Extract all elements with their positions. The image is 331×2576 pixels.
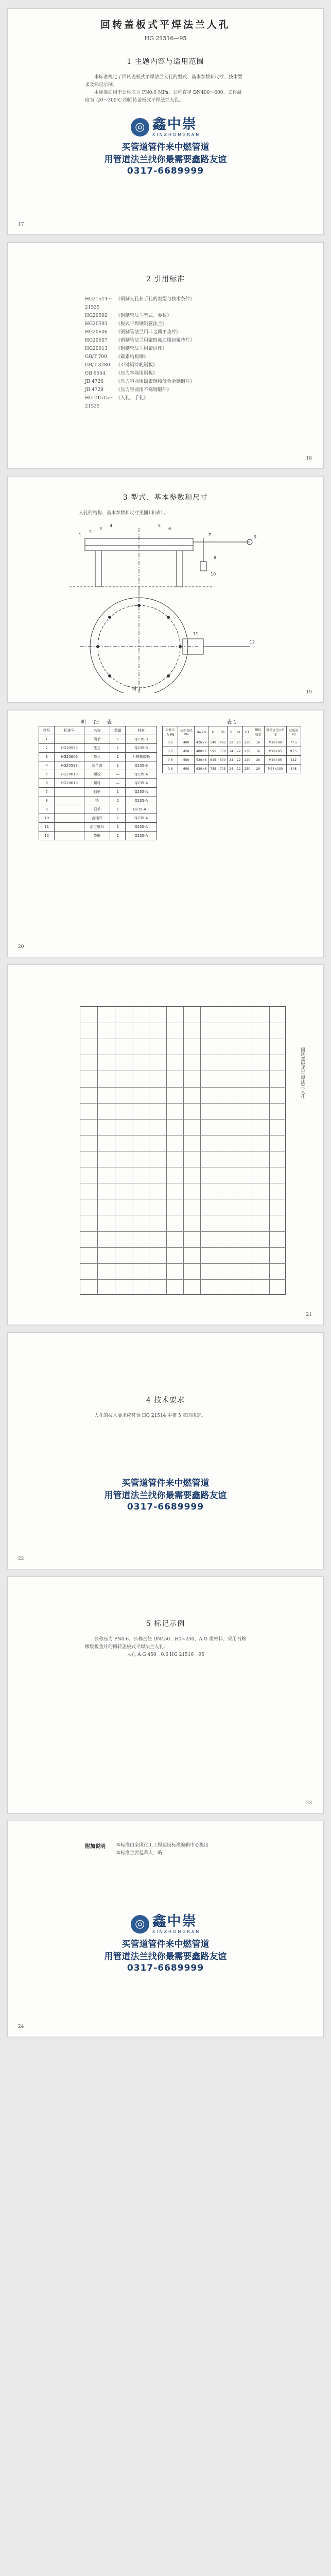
- watermark-ad: [8, 1477, 323, 1512]
- table-grid-line: [80, 1087, 286, 1088]
- watermark-ad: [8, 117, 323, 176]
- part-label: 7: [208, 533, 212, 537]
- ad-line-2: 用管道法兰找你最需要鑫路友谊: [104, 155, 227, 165]
- rotated-table-title: 回转盖板式平焊法兰人孔: [300, 1047, 305, 1098]
- page-7: [7, 1577, 324, 1814]
- table-row: 1 筒节 1 Q235-B: [39, 735, 157, 744]
- part-label: 3: [99, 527, 102, 531]
- brand-name-en: XINZHONGRAN: [152, 132, 201, 137]
- watermark-ad: [8, 1914, 323, 1973]
- figure-caption-text: 人孔的结构、基本参数和尺寸见图1和表1。: [79, 511, 168, 516]
- part-label: 4: [110, 523, 113, 528]
- section-title-5: 5 标记示例: [146, 1620, 185, 1628]
- ad-line-1: 买管道管件来中燃管道: [121, 1939, 210, 1950]
- table-row: 10 盖轴耳 1 Q235-A: [39, 814, 157, 823]
- table-grid-line: [80, 1103, 286, 1104]
- brand-logo-icon: ◎: [131, 118, 149, 137]
- ad-phone: 0317-6689999: [127, 166, 204, 176]
- table-grid-line: [80, 1263, 286, 1264]
- table-grid-line: [80, 1231, 286, 1232]
- ad-line-2: 用管道法兰找你最需要鑫路友谊: [104, 1490, 227, 1501]
- part-label: 12: [250, 640, 255, 645]
- dimensions-table: [162, 726, 301, 773]
- table-row: 9 把手 1 Q235-A·F: [39, 805, 157, 814]
- standard-item: HG20607 《钢制管法兰用聚四氟乙烯包覆垫片》: [85, 338, 195, 343]
- standard-item: HG21514～21535 《钢制人孔和手孔的类型与技术条件》: [85, 297, 195, 310]
- table-header-row: 件号 标准号 名称 数量 材料: [39, 726, 157, 735]
- page-6: [7, 1332, 324, 1569]
- notes-heading: 附加说明: [85, 1844, 106, 1850]
- table-row: 4 HG20593 法兰盖 1 Q235-B: [39, 761, 157, 770]
- section-title-2: 2 引用标准: [146, 275, 185, 283]
- figure-label: 图 1: [131, 686, 142, 692]
- part-label: 11: [193, 632, 199, 636]
- page-1: [7, 8, 324, 235]
- standard-item: GB/T 3280 《不锈钢冷轧钢板》: [85, 363, 158, 368]
- part-label: 5: [158, 523, 161, 528]
- standard-item: HG20592 《钢制管法兰型式、参数》: [85, 313, 172, 318]
- brand-name: 鑫中崇: [152, 1913, 197, 1929]
- table-grid-line: [80, 1135, 286, 1136]
- part-label: 6: [168, 527, 171, 531]
- requirements-text: 人孔的技术要求应符合 HG 21514 中第 5 章的规定。: [94, 1413, 206, 1418]
- table-grid-line: [80, 1247, 286, 1248]
- brand-logo: [8, 1914, 323, 1934]
- page-number: 20: [18, 944, 24, 950]
- table-grid-line: [80, 1119, 286, 1120]
- rotated-dimension-table: [80, 1006, 286, 1295]
- standard-item: HG 21515～21535 《人孔、手孔》: [85, 396, 149, 409]
- page-4: [7, 710, 324, 957]
- brand-logo-icon: ◎: [131, 1915, 149, 1934]
- standard-item: GB 6654 《压力容器用钢板》: [85, 371, 158, 376]
- page-5: [7, 964, 324, 1325]
- notes-line: 本标准主要起草人：略: [116, 1851, 163, 1856]
- standard-item: JB 4728 《压力容器用不锈钢锻件》: [85, 387, 172, 393]
- document-code: HG 21516—95: [144, 35, 187, 42]
- table-row: 12 垫圈 1 Q235-A: [39, 832, 157, 840]
- drawing-hinge-lug: [200, 562, 206, 571]
- page-number: 17: [18, 222, 24, 227]
- ad-line-2: 用管道法兰找你最需要鑫路友谊: [104, 1952, 227, 1962]
- ad-line-1: 买管道管件来中燃管道: [121, 1478, 210, 1488]
- ad-phone: 0317-6689999: [127, 1963, 204, 1973]
- standard-item: HG20606 《钢制管法兰用非金属平垫片》: [85, 330, 181, 335]
- part-label: 9: [254, 535, 257, 539]
- table-row: 3 HG20606 垫片 1 石棉橡胶板: [39, 753, 157, 761]
- table-row: 5 HG20613 螺栓 — Q235-A: [39, 770, 157, 779]
- part-label: 1: [79, 533, 82, 537]
- table-header-row: 公称压力 PN 公称直径 DN dw×S D D1 b b1 H1 螺栓数量 螺栓直径×长度 总质量 kg: [163, 726, 301, 738]
- table-row: 6 HG20613 螺母 — Q235-A: [39, 779, 157, 788]
- page-number: 21: [306, 1312, 312, 1317]
- drawing-neck-right: [177, 551, 183, 587]
- page-number: 18: [306, 456, 312, 461]
- table1-title: 明 细 表: [80, 720, 115, 725]
- ad-line-1: 买管道管件来中燃管道: [121, 142, 210, 152]
- standard-item: GB/T 700 《碳素结构钢》: [85, 354, 149, 360]
- table-row: 2 HG20593 法兰 1 Q235-B: [39, 744, 157, 753]
- table-row: 0.6 600 630×6 755 705 24 22 250 20 M24×100 148: [163, 765, 301, 773]
- table-row: 7 轴销 1 Q235-A: [39, 788, 157, 796]
- notes-body: [116, 1842, 208, 1857]
- page-2: [7, 242, 324, 469]
- part-label: 8: [214, 555, 217, 560]
- part-label: 2: [89, 530, 92, 534]
- page-number: 24: [18, 2024, 24, 2029]
- standard-item: JB 4726 《压力容器用碳素钢和低合金钢锻件》: [85, 379, 195, 384]
- page-8: [7, 1821, 324, 2037]
- section-title-4: 4 技术要求: [146, 1396, 185, 1404]
- standards-list: [8, 295, 323, 411]
- section-title-3: 3 型式、基本参数和尺寸: [123, 494, 208, 502]
- page-number: 22: [18, 1556, 24, 1562]
- manhole-drawing: [8, 518, 324, 693]
- standard-item: HG20613 《钢制管法兰用紧固件》: [85, 346, 167, 351]
- drawing-neck-left: [95, 551, 101, 587]
- table-row: 0.6 500 530×6 645 600 24 22 240 20 M20×95 112: [163, 756, 301, 765]
- table-row: 0.6 400 426×6 540 495 22 20 230 16 M20×90 77.5: [163, 738, 301, 747]
- brand-logo: [8, 117, 323, 137]
- marking-example-code: 人孔 A·G 450－0.6 HG 21516－95: [127, 1652, 204, 1657]
- parts-table: [39, 726, 157, 840]
- page-number: 23: [306, 1801, 312, 1806]
- intro-paragraph: 本标准规定了回转盖板式平焊法兰人孔的型式、基本参数和尺寸、技术要求及标记示例。: [85, 75, 243, 88]
- part-label: 10: [211, 572, 216, 577]
- ad-phone: 0317-6689999: [127, 1502, 204, 1512]
- intro-paragraph: 本标准适用于公称压力 PN0.6 MPa，公称直径 DN400～600、工作温度为 -20～300℃ 的回转盖板式平焊法兰人孔。: [85, 90, 242, 103]
- standard-item: HG20593 《板式平焊钢制管法兰》: [85, 321, 167, 327]
- document-title: 回转盖板式平焊法兰人孔: [100, 19, 231, 30]
- page-3: [7, 476, 324, 703]
- table-row: 11 法兰轴耳 1 Q235-A: [39, 823, 157, 832]
- notes-line: 本标准由全国化工工程建设标准编辑中心提出: [116, 1843, 209, 1848]
- brand-name-en: XINZHONGRAN: [152, 1929, 201, 1934]
- section-title-1: 1 主题内容与适用范围: [127, 58, 204, 66]
- page-number: 19: [306, 690, 312, 695]
- table-grid-line: [80, 1279, 286, 1280]
- table2-title: 表 1: [227, 720, 237, 725]
- marking-example-text: 公称压力 PN0.6、公称直径 DN450、H1=230、A·G 类材料、采用石棉橡胶板垫片的回转盖板式平焊法兰人孔：: [85, 1637, 246, 1650]
- table-row: 8 销 2 Q235-A: [39, 796, 157, 805]
- brand-name: 鑫中崇: [152, 116, 197, 132]
- table-row: 0.6 450 480×6 595 550 24 22 230 16 M20×95 97.5: [163, 747, 301, 756]
